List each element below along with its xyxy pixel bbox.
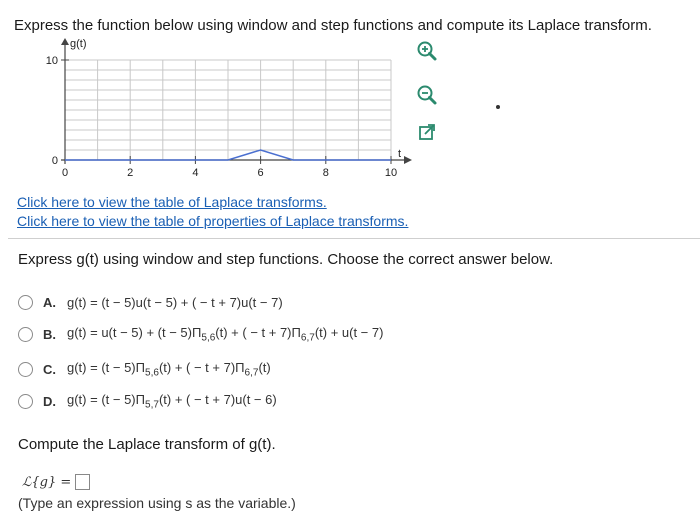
external-link-icon [416, 121, 438, 143]
option-c[interactable] [18, 360, 271, 379]
option-d[interactable] [18, 392, 277, 411]
x-tick-label: 10 [384, 167, 398, 179]
x-tick-label: 6 [257, 167, 264, 179]
x-axis-arrow [404, 156, 412, 164]
option-letter: A. [43, 295, 56, 310]
zoom-in-icon [416, 40, 438, 62]
option-a[interactable] [18, 295, 283, 310]
y-tick-label: 10 [45, 55, 58, 67]
zoom-out-icon [416, 84, 438, 106]
radio-button[interactable] [18, 327, 33, 342]
answer-hint: (Type an expression using s as the variable.) [18, 495, 296, 511]
answer-label: ℒ{g} = [22, 474, 72, 490]
answer-input[interactable] [75, 474, 90, 490]
compute-prompt: Compute the Laplace transform of g(t). [18, 436, 276, 453]
zoom-out-button[interactable] [416, 84, 438, 106]
option-letter: C. [43, 361, 56, 377]
option-expression: $g(t) = u(t - 5) + (t - 5)\Pi_{5,6}(t)$ + ( − $t + 7)\Pi_{6,7}(t) + u(t - 7)$ [67, 325, 384, 344]
radio-button[interactable] [18, 362, 33, 377]
y-axis-arrow [61, 38, 69, 45]
x-axis-label: t [398, 148, 402, 160]
x-tick-label: 2 [127, 167, 134, 179]
section-divider [8, 238, 700, 239]
question-prompt: Express the function below using window and step functions and compute its Laplace transform. [14, 17, 652, 34]
radio-button[interactable] [18, 394, 33, 409]
laplace-properties-link[interactable]: Click here to view the table of properties of Laplace transforms. [17, 213, 409, 229]
y-axis-label: g(t) [70, 38, 87, 50]
zoom-in-button[interactable] [416, 40, 438, 62]
option-expression: g(t) = (t − 5)u(t − 5) + ( − t + 7)u(t − 7) [67, 295, 283, 310]
option-expression: $g(t) = (t - 5)\Pi_{5,6}(t)$ + ( − $t + 7)\Pi_{6,7}(t)$ [67, 360, 271, 379]
y-tick-label: 0 [51, 155, 58, 167]
x-tick-label: 4 [192, 167, 199, 179]
graph-grid [65, 60, 391, 160]
option-letter: D. [43, 393, 56, 409]
option-expression: $g(t) = (t - 5)\Pi_{5,7}(t)$ + ( − t + 7)u(t − 6) [67, 392, 277, 411]
option-letter: B. [43, 326, 56, 342]
x-tick-label: 0 [61, 167, 69, 179]
function-graph [0, 36, 420, 196]
x-tick-label: 8 [322, 167, 329, 179]
radio-button[interactable] [18, 295, 33, 310]
laplace-table-link[interactable]: Click here to view the table of Laplace transforms. [17, 194, 327, 210]
open-in-new-window-button[interactable] [416, 121, 438, 143]
option-b[interactable] [18, 325, 383, 344]
choice-question: Express g(t) using window and step functions. Choose the correct answer below. [18, 251, 554, 268]
answer-row [22, 474, 90, 490]
stray-dot [496, 105, 500, 109]
graph-axes [61, 38, 412, 164]
